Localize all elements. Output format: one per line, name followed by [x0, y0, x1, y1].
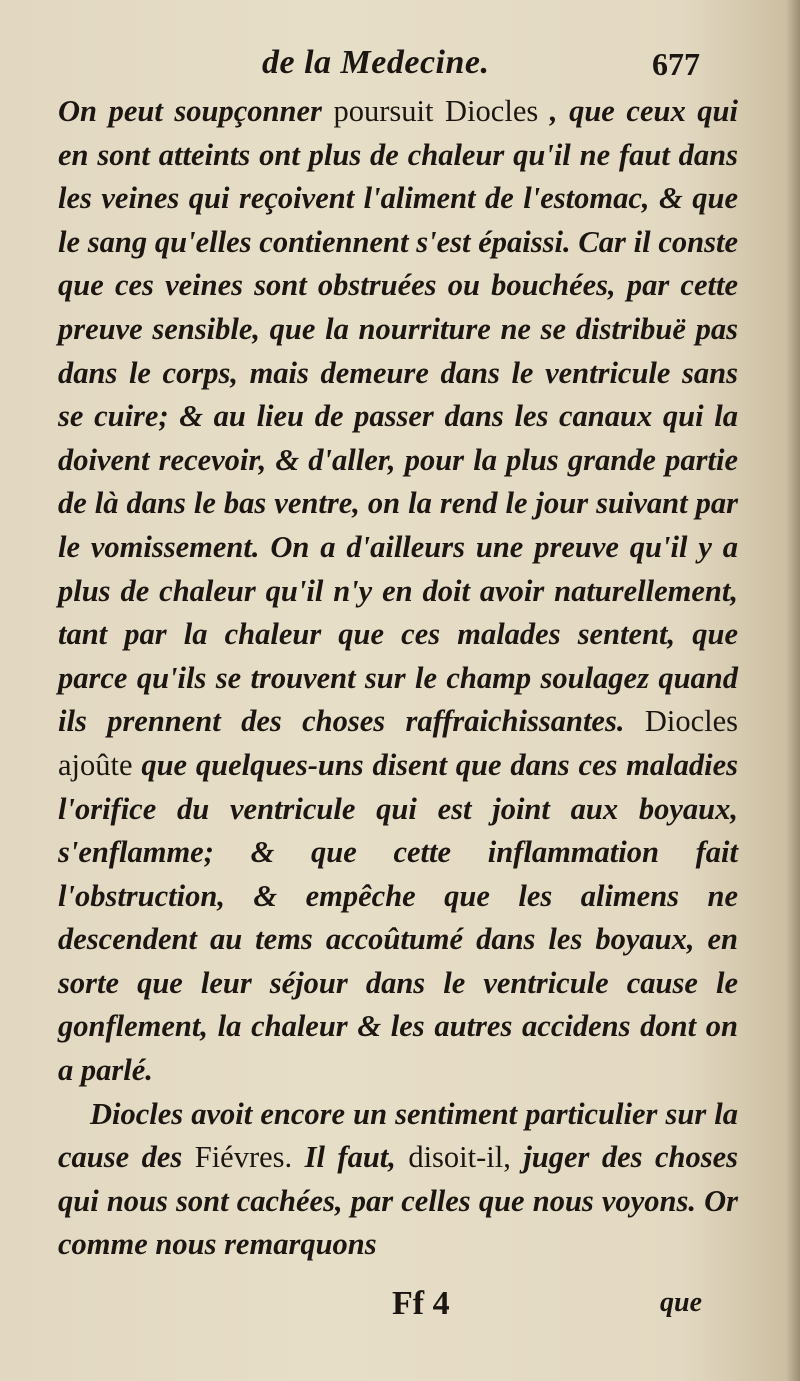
catchword: que	[660, 1287, 702, 1318]
paragraph-2	[58, 1093, 738, 1267]
p1-span-2: poursuit Diocles	[333, 94, 539, 128]
page-edge-shadow	[786, 0, 800, 1381]
p2-span-1: Diocles avoit encore un sentiment particulier sur la cause des	[58, 1096, 738, 1175]
running-title: de la Medecine.	[262, 44, 490, 81]
p1-span-1: On peut soupçonner	[58, 94, 322, 128]
p2-span-5: juger des choses qui nous sont cachées, par celles que nous voyons. Or comme nous remarquons	[58, 1140, 738, 1262]
page-number: 677	[652, 46, 700, 82]
p1-span-5: que quelques-uns disent que dans ces maladies l'orifice du ventricule qui est joint aux boyaux, s'enflamme; & que cette inflammation fait l'obstruction, & empêche que les alimens ne descendent au tems accoûtumé dans les boyaux, en sorte que leur séjour dans le ventricule cause le gonflement, la chaleur & les autres accidens dont on a parlé.	[58, 747, 739, 1088]
page-header	[0, 42, 800, 90]
p2-span-2: Fiévres.	[194, 1140, 293, 1175]
p1-span-4: Diocles ajoûte	[58, 704, 738, 782]
paragraph-1	[58, 90, 738, 1093]
p2-span-3: Il faut,	[304, 1140, 396, 1175]
p2-span-4: disoit-il,	[408, 1140, 511, 1175]
p1-span-3: , que ceux qui en sont atteints ont plus de chaleur qu'il ne faut dans les veines qui reçoivent l'aliment de l'estomac, & que le sang qu'elles contiennent s'est épaissi. Car il conste que ces veines sont obstruées ou bouchées, par cette preuve sensible, que la nourriture ne se distribuë pas dans le corps, mais demeure dans le ventricule sans se cuire; & au lieu de passer dans les canaux qui la doivent recevoir, & d'aller, pour la plus grande partie de là dans le bas ventre, on la rend le jour suivant par le vomissement. On a d'ailleurs une preuve qu'il y a plus de chaleur qu'il n'y en doit avoir naturellement, tant par la chaleur que ces malades sentent, que parce qu'ils se trouvent sur le champ soulagez quand ils prennent des choses raffraichissantes.	[58, 94, 738, 739]
body-text	[58, 90, 738, 1267]
signature-mark: Ff 4	[392, 1285, 450, 1322]
page-footer	[0, 1285, 800, 1335]
